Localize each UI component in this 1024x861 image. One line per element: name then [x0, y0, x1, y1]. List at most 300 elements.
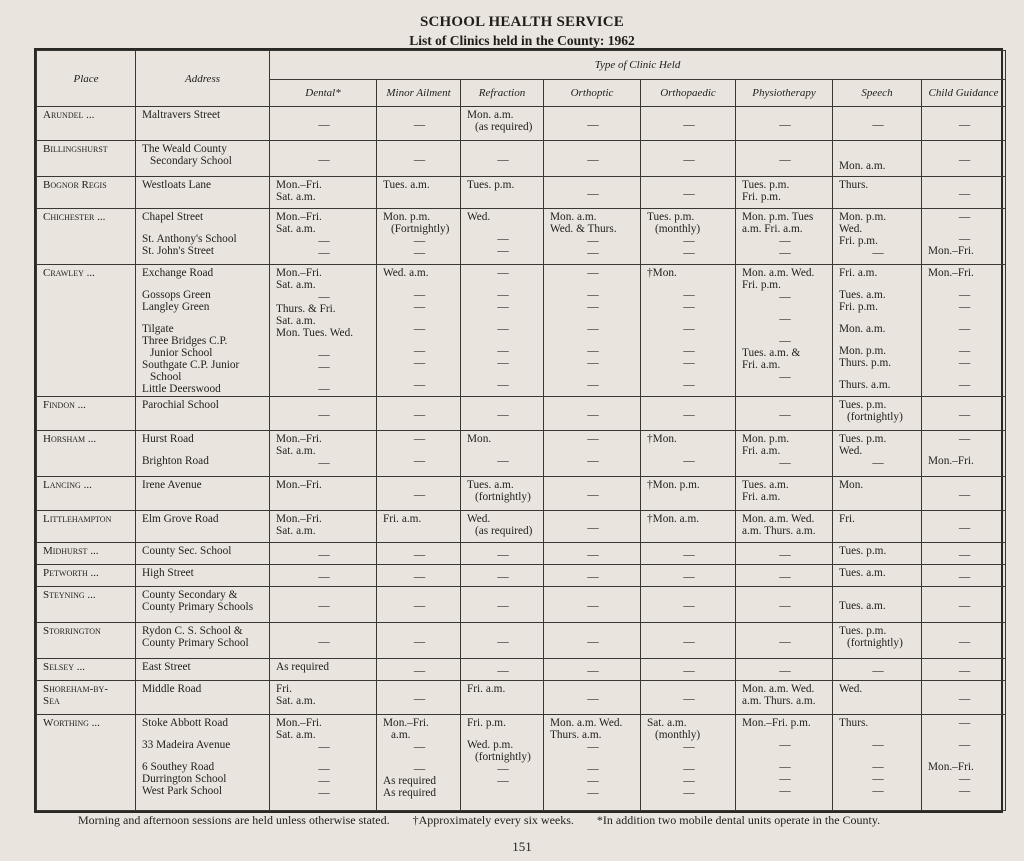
speech-cell	[833, 715, 922, 811]
refraction-cell	[461, 511, 544, 543]
place-cell: Billingshurst	[37, 141, 136, 177]
cell-line: Mon. p.m.	[839, 211, 887, 223]
minor-ailment-cell	[377, 265, 461, 397]
speech-cell	[833, 431, 922, 477]
dash-cell: —	[641, 107, 736, 141]
child-guidance-cell	[922, 265, 1006, 397]
cell-line: Exchange Road	[142, 267, 214, 279]
cell-line: —	[497, 267, 509, 279]
orthopaedic-cell: †Mon. p.m.	[641, 477, 736, 511]
dash-cell: —	[922, 107, 1006, 141]
address-cell	[136, 587, 270, 623]
cell-line: Sat. a.m.	[276, 279, 316, 291]
place-cell: Storrington	[37, 623, 136, 659]
dash-cell: —	[377, 623, 461, 659]
cell-line: —	[683, 323, 695, 335]
dental-cell: As required	[270, 659, 377, 681]
dash-cell: —	[736, 659, 833, 681]
table-row-steyning	[37, 587, 1006, 623]
cell-line: Thurs.	[839, 717, 869, 729]
refraction-cell	[461, 715, 544, 811]
cell-line: (fortnightly)	[475, 751, 531, 763]
col-header-speech: Speech	[833, 80, 922, 107]
cell-line: —	[413, 323, 426, 335]
orthopaedic-cell: †Mon. a.m.	[641, 511, 736, 543]
dental-cell	[270, 209, 377, 265]
dash-cell: —	[922, 141, 1006, 177]
cell-line: Brighton Road	[142, 455, 209, 467]
table-row-littlehampton	[37, 511, 1006, 543]
dash-cell: —	[544, 659, 641, 681]
dash-cell: —	[736, 623, 833, 659]
dash-cell: —	[641, 659, 736, 681]
cell-line: —	[683, 455, 695, 467]
cell-line: 6 Southey Road	[142, 761, 215, 773]
cell-line: —	[318, 291, 330, 303]
cell-line: Sat. a.m.	[276, 525, 316, 537]
col-header-orthoptic: Orthoptic	[544, 80, 641, 107]
cell-line: —	[683, 345, 695, 357]
dash-cell: —	[641, 587, 736, 623]
cell-line: Gossops Green	[142, 289, 211, 301]
cell-line: (as required)	[475, 525, 533, 537]
address-cell	[136, 141, 270, 177]
cell-line: —	[413, 289, 426, 301]
address-cell: East Street	[136, 659, 270, 681]
cell-line: Mon. a.m. Wed.	[550, 717, 623, 729]
cell-line: —	[683, 775, 695, 787]
dash-cell: —	[641, 397, 736, 431]
dash-cell: —	[736, 565, 833, 587]
cell-line: Sat. a.m.	[276, 223, 316, 235]
dash-cell: —	[922, 397, 1006, 431]
dash-cell: —	[270, 141, 377, 177]
cell-line: —	[587, 775, 599, 787]
cell-line: West Park School	[142, 785, 223, 797]
cell-line: —	[779, 371, 791, 383]
cell-line: Sea	[43, 695, 60, 707]
dash-cell: —	[736, 543, 833, 565]
dash-cell: —	[544, 587, 641, 623]
cell-line: County Primary Schools	[142, 601, 254, 613]
cell-line: —	[779, 761, 791, 773]
table-row-storrington	[37, 623, 1006, 659]
dental-cell	[270, 177, 377, 209]
cell-line: Thurs. p.m.	[839, 357, 892, 369]
place-cell: Midhurst ...	[37, 543, 136, 565]
cell-line: Hurst Road	[142, 433, 194, 445]
cell-line: Durrington School	[142, 773, 227, 785]
cell-line: Tues. a.m.	[742, 479, 789, 491]
dash-cell: —	[377, 565, 461, 587]
cell-line: —	[779, 313, 791, 325]
dental-cell	[270, 681, 377, 715]
speech-cell: Tues. a.m.	[833, 565, 922, 587]
minor-ailment-cell	[377, 431, 461, 477]
cell-line: —	[587, 345, 599, 357]
dash-cell: —	[641, 141, 736, 177]
cell-line: Tues. p.m.	[647, 211, 695, 223]
place-cell: Crawley ...	[37, 265, 136, 397]
table-row-bognor-regis	[37, 177, 1006, 209]
address-cell	[136, 265, 270, 397]
cell-line: a.m. Fri. a.m.	[742, 223, 803, 235]
cell-line: —	[318, 247, 330, 259]
cell-line: (monthly)	[655, 729, 701, 741]
cell-line: Sat. a.m.	[276, 695, 316, 707]
cell-line: Thurs. & Fri.	[276, 303, 336, 315]
cell-line: Fri. p.m.	[742, 279, 781, 291]
speech-cell: Mon. a.m.	[833, 141, 922, 177]
col-header-physiotherapy: Physiotherapy	[736, 80, 833, 107]
cell-line: —	[413, 301, 426, 313]
cell-line: Mon.–Fri.	[276, 267, 322, 279]
cell-line: —	[872, 785, 884, 797]
cell-line: —	[779, 739, 791, 751]
physiotherapy-cell	[736, 209, 833, 265]
refraction-cell	[461, 209, 544, 265]
speech-cell: Tues. a.m.	[833, 587, 922, 623]
cell-line: (monthly)	[655, 223, 701, 235]
place-cell: Horsham ...	[37, 431, 136, 477]
minor-ailment-cell: Tues. a.m.	[377, 177, 461, 209]
dash-cell: —	[641, 543, 736, 565]
cell-line: 33 Madeira Avenue	[142, 739, 231, 751]
dash-cell: —	[461, 397, 544, 431]
cell-line: Wed.	[839, 445, 863, 457]
dash-cell: —	[833, 107, 922, 141]
dash-cell: —	[461, 565, 544, 587]
place-cell: Bognor Regis	[37, 177, 136, 209]
cell-line: —	[587, 289, 599, 301]
cell-line: —	[587, 455, 599, 467]
speech-cell	[833, 265, 922, 397]
cell-line: —	[587, 267, 599, 279]
cell-line: Fri. p.m.	[467, 717, 506, 729]
physiotherapy-cell	[736, 511, 833, 543]
speech-cell	[833, 623, 922, 659]
dash-cell: —	[922, 623, 1006, 659]
address-cell: Elm Grove Road	[136, 511, 270, 543]
cell-line: —	[779, 291, 791, 303]
cell-line: Langley Green	[142, 301, 210, 313]
cell-line: Mon.–Fri.	[276, 717, 322, 729]
physiotherapy-cell	[736, 681, 833, 715]
cell-line: Three Bridges C.P.	[142, 335, 228, 347]
cell-line: Mon. a.m. Wed.	[742, 683, 815, 695]
cell-line: Mon.–Fri.	[276, 433, 322, 445]
cell-line: St. John's Street	[142, 245, 215, 257]
cell-line: —	[683, 301, 695, 313]
cell-line: Mon.–Fri.	[383, 717, 429, 729]
cell-line: Mon.–Fri.	[928, 245, 974, 257]
page-number: 151	[512, 839, 532, 854]
col-header-orthopaedic: Orthopaedic	[641, 80, 736, 107]
dash-cell: —	[270, 623, 377, 659]
cell-line: The Weald County	[142, 143, 227, 155]
cell-line: —	[683, 235, 695, 247]
dash-cell: —	[377, 543, 461, 565]
cell-line: —	[497, 301, 509, 313]
cell-line: —	[779, 773, 791, 785]
place-cell: Findon ...	[37, 397, 136, 431]
table-row-shoreham-by-sea	[37, 681, 1006, 715]
cell-line: a.m.	[391, 729, 411, 741]
refraction-cell	[461, 265, 544, 397]
cell-line: Southgate C.P. Junior	[142, 359, 240, 371]
physiotherapy-cell	[736, 431, 833, 477]
cell-line: —	[587, 235, 599, 247]
dash-cell: —	[544, 565, 641, 587]
cell-line: Wed. & Thurs.	[550, 223, 617, 235]
cell-line: —	[413, 741, 426, 753]
cell-line: Tues. a.m.	[839, 289, 886, 301]
cell-line: —	[958, 233, 971, 245]
col-header-dental: Dental*	[270, 80, 377, 107]
dash-cell: —	[461, 587, 544, 623]
clinic-table-frame	[34, 48, 1003, 813]
cell-line: (fortnightly)	[847, 411, 903, 423]
cell-line: —	[958, 345, 971, 357]
dash-cell: —	[270, 543, 377, 565]
child-guidance-cell	[922, 431, 1006, 477]
cell-line: —	[683, 379, 695, 391]
table-row-selsey	[37, 659, 1006, 681]
cell-line: —	[318, 361, 330, 373]
cell-line: —	[779, 235, 791, 247]
dash-cell: —	[377, 681, 461, 715]
table-row-findon	[37, 397, 1006, 431]
document-subtitle: List of Clinics held in the County: 1962	[409, 33, 635, 48]
place-cell: Steyning ...	[37, 587, 136, 623]
footnote-approximately: †Approximately every six weeks.	[412, 813, 574, 827]
table-row-midhurst	[37, 543, 1006, 565]
dash-cell: —	[544, 397, 641, 431]
child-guidance-cell	[922, 715, 1006, 811]
clinic-table	[36, 50, 1006, 811]
cell-line: —	[683, 357, 695, 369]
orthopaedic-cell	[641, 431, 736, 477]
dash-cell: —	[922, 587, 1006, 623]
document-title: SCHOOL HEALTH SERVICE	[419, 14, 625, 30]
cell-line: —	[958, 433, 971, 445]
dash-cell: —	[736, 107, 833, 141]
footnote-sessions: Morning and afternoon sessions are held unless otherwise stated.	[78, 813, 390, 827]
speech-cell: Thurs.	[833, 177, 922, 209]
speech-cell	[833, 397, 922, 431]
dash-cell: —	[377, 107, 461, 141]
dash-cell: —	[544, 107, 641, 141]
cell-line: —	[497, 233, 509, 245]
cell-line: Wed. p.m.	[467, 739, 514, 751]
refraction-cell: Tues. p.m.	[461, 177, 544, 209]
place-cell	[37, 681, 136, 715]
dash-cell: —	[922, 681, 1006, 715]
address-cell: Maltravers Street	[136, 107, 270, 141]
dental-cell	[270, 431, 377, 477]
cell-line: —	[413, 357, 426, 369]
cell-line: —	[318, 349, 330, 361]
dash-cell: —	[270, 587, 377, 623]
table-row-petworth	[37, 565, 1006, 587]
cell-line: Tues. a.m.	[467, 479, 514, 491]
cell-line: —	[958, 357, 971, 369]
cell-line: —	[779, 247, 791, 259]
address-cell: County Sec. School	[136, 543, 270, 565]
cell-line: School	[150, 371, 182, 383]
dash-cell: —	[377, 397, 461, 431]
table-row-crawley	[37, 265, 1006, 397]
address-cell	[136, 209, 270, 265]
physiotherapy-cell	[736, 477, 833, 511]
dash-cell: —	[641, 177, 736, 209]
address-cell	[136, 431, 270, 477]
cell-line: Mon. a.m.	[467, 109, 514, 121]
speech-cell: Wed.	[833, 681, 922, 715]
table-row-worthing	[37, 715, 1006, 811]
cell-line: Thurs. a.m.	[839, 379, 891, 391]
cell-line: —	[587, 301, 599, 313]
cell-line: Tues. a.m. &	[742, 347, 801, 359]
place-cell: Arundel ...	[37, 107, 136, 141]
cell-line: —	[497, 379, 509, 391]
cell-line: Wed. a.m.	[383, 267, 429, 279]
cell-line: —	[318, 787, 330, 799]
table-row-arundel	[37, 107, 1006, 141]
cell-line: —	[872, 457, 884, 469]
speech-cell	[833, 209, 922, 265]
cell-line: Wed.	[467, 211, 491, 223]
cell-line: Sat. a.m.	[647, 717, 687, 729]
address-cell: Westloats Lane	[136, 177, 270, 209]
cell-line: St. Anthony's School	[142, 233, 237, 245]
cell-line: Tilgate	[142, 323, 174, 335]
cell-line: —	[958, 785, 971, 797]
cell-line: Mon.–Fri.	[928, 267, 974, 279]
cell-line: Little Deerswood	[142, 383, 221, 395]
address-cell: High Street	[136, 565, 270, 587]
col-header-type-group: Type of Clinic Held	[270, 51, 1006, 80]
cell-line: —	[413, 763, 426, 775]
cell-line: —	[413, 455, 426, 467]
cell-line: —	[497, 245, 509, 257]
cell-line: Thurs. a.m.	[550, 729, 602, 741]
cell-line: As required	[383, 787, 437, 799]
dash-cell: —	[544, 511, 641, 543]
orthoptic-cell	[544, 715, 641, 811]
dash-cell: —	[736, 397, 833, 431]
address-cell	[136, 715, 270, 811]
cell-line: Mon.–Fri.	[928, 761, 974, 773]
cell-line: Sat. a.m.	[276, 729, 316, 741]
col-header-minor-ailment: Minor Ailment	[377, 80, 461, 107]
cell-line: —	[413, 345, 426, 357]
cell-line: —	[587, 741, 599, 753]
dash-cell: —	[270, 107, 377, 141]
cell-line: †Mon.	[647, 433, 677, 445]
refraction-cell	[461, 431, 544, 477]
cell-line: —	[497, 357, 509, 369]
cell-line: Mon.–Fri.	[276, 211, 322, 223]
cell-line: —	[587, 787, 599, 799]
cell-line: —	[958, 773, 971, 785]
dash-cell: —	[641, 565, 736, 587]
cell-line: —	[958, 323, 971, 335]
dash-cell: —	[377, 141, 461, 177]
cell-line: Mon.–Fri.	[276, 179, 322, 191]
cell-line: —	[872, 773, 884, 785]
speech-cell: Fri.	[833, 511, 922, 543]
dash-cell: —	[641, 681, 736, 715]
place-cell: Littlehampton	[37, 511, 136, 543]
cell-line: —	[497, 289, 509, 301]
dash-cell: —	[270, 397, 377, 431]
place-cell: Selsey ...	[37, 659, 136, 681]
cell-line: (fortnightly)	[847, 637, 903, 649]
cell-line: —	[587, 357, 599, 369]
cell-line: Shoreham-by-	[43, 683, 109, 695]
cell-line: Mon.–Fri.	[928, 455, 974, 467]
cell-line: Mon. a.m.	[839, 323, 886, 335]
cell-line: Chapel Street	[142, 211, 204, 223]
cell-line: —	[958, 301, 971, 313]
dash-cell: —	[833, 659, 922, 681]
footnote-mobile-units: *In addition two mobile dental units operate in the County.	[596, 813, 881, 827]
dash-cell: —	[461, 141, 544, 177]
minor-ailment-cell: Fri. a.m.	[377, 511, 461, 543]
cell-line: —	[683, 787, 695, 799]
dental-cell	[270, 511, 377, 543]
cell-line: —	[958, 379, 971, 391]
cell-line: Rydon C. S. School &	[142, 625, 243, 637]
dash-cell: —	[922, 511, 1006, 543]
cell-line: Tues. p.m.	[839, 399, 887, 411]
cell-line: —	[958, 739, 971, 751]
physiotherapy-cell	[736, 715, 833, 811]
cell-line: —	[872, 761, 884, 773]
cell-line: Fri. a.m.	[742, 445, 781, 457]
cell-line: Sat. a.m.	[276, 191, 316, 203]
cell-line: Mon. a.m. Wed.	[742, 513, 815, 525]
cell-line: County Primary School	[142, 637, 249, 649]
cell-line: —	[683, 247, 695, 259]
refraction-cell: Fri. a.m.	[461, 681, 544, 715]
cell-line: Fri. a.m.	[742, 491, 781, 503]
cell-line: —	[683, 741, 695, 753]
cell-line: —	[497, 345, 509, 357]
cell-line: —	[779, 785, 791, 797]
cell-line: (as required)	[475, 121, 533, 133]
cell-line: —	[779, 335, 791, 347]
cell-line: Mon.–Fri.	[276, 513, 322, 525]
col-header-place: Place	[37, 51, 136, 107]
orthoptic-cell	[544, 265, 641, 397]
cell-line: Tues. p.m.	[839, 625, 887, 637]
cell-line: Mon. Tues. Wed.	[276, 327, 354, 339]
cell-line: —	[872, 247, 884, 259]
cell-line: —	[683, 763, 695, 775]
dash-cell: —	[641, 623, 736, 659]
dash-cell: —	[544, 141, 641, 177]
cell-line: —	[318, 383, 330, 395]
cell-line: †Mon.	[647, 267, 677, 279]
cell-line: —	[587, 763, 599, 775]
dash-cell: —	[377, 477, 461, 511]
cell-line: Secondary School	[150, 155, 232, 167]
cell-line: —	[958, 289, 971, 301]
dash-cell: —	[544, 543, 641, 565]
minor-ailment-cell	[377, 715, 461, 811]
